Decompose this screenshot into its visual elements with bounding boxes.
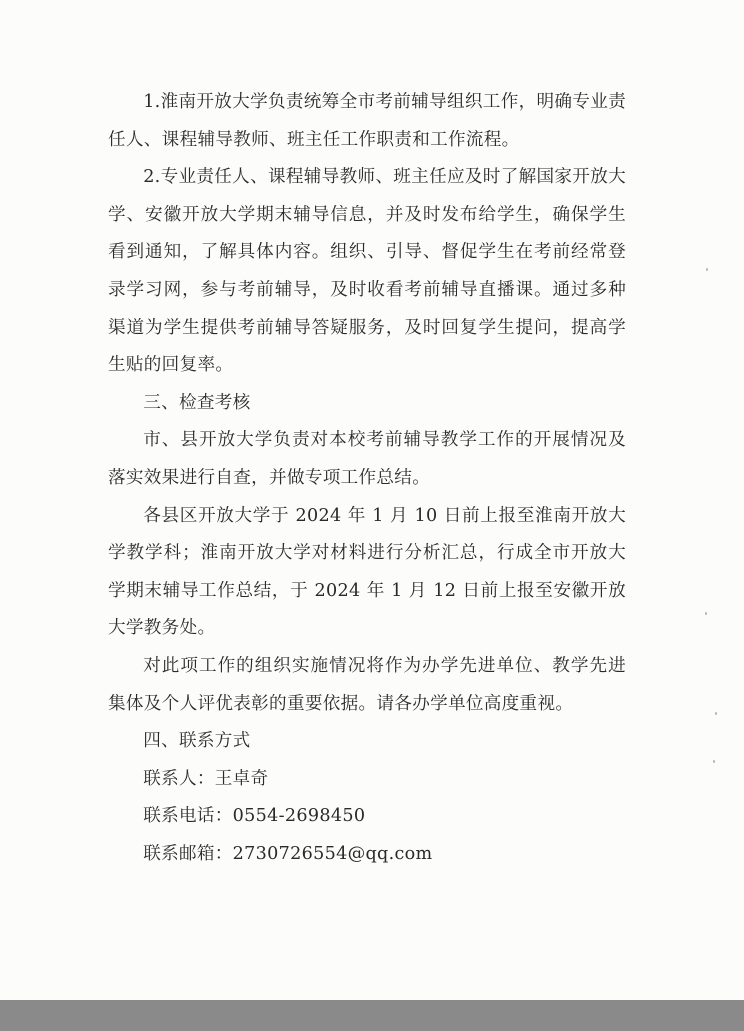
section-heading-3: 三、检查考核	[143, 392, 251, 413]
paragraph-1: 1.淮南开放大学负责统筹全市考前辅导组织工作，明确专业责任人、课程辅导教师、班主任工作职责和工作流程。	[108, 92, 626, 150]
document-body	[108, 84, 626, 873]
scan-speck	[715, 712, 717, 715]
paragraph-2: 2.专业责任人、课程辅导教师、班主任应及时了解国家开放大学、安徽开放大学期末辅导信息，并及时发布给学生，确保学生看到通知，了解具体内容。组织、引导、督促学生在考前经常登录学习网，参与考前辅导，及时收看考前辅导直播课。通过多种渠道为学生提供考前辅导答疑服务，及时回复学生提问，提高学生贴的回复率。	[108, 167, 626, 376]
contact-person: 联系人：王卓奇	[143, 768, 269, 789]
paragraph-3: 市、县开放大学负责对本校考前辅导教学工作的开展情况及落实效果进行自查，并做专项工作总结。	[108, 430, 626, 488]
contact-phone: 联系电话：0554-2698450	[143, 806, 366, 827]
contact-email: 联系邮箱：2730726554@qq.com	[143, 843, 433, 864]
scan-bottom-edge	[0, 1000, 744, 1031]
paragraph-4: 各县区开放大学于 2024 年 1 月 10 日前上报至淮南开放大学教学科；淮南开放大学对材料进行分析汇总，行成全市开放大学期末辅导工作总结，于 2024 年 1 月 12 日前上报至安徽开放大学教务处。	[108, 505, 626, 639]
section-heading-4: 四、联系方式	[143, 731, 251, 752]
scan-speck	[713, 760, 715, 763]
scan-speck	[706, 268, 708, 271]
paragraph-5: 对此项工作的组织实施情况将作为办学先进单位、教学先进集体及个人评优表彰的重要依据。请各办学单位高度重视。	[108, 655, 626, 714]
scan-speck	[705, 612, 707, 615]
